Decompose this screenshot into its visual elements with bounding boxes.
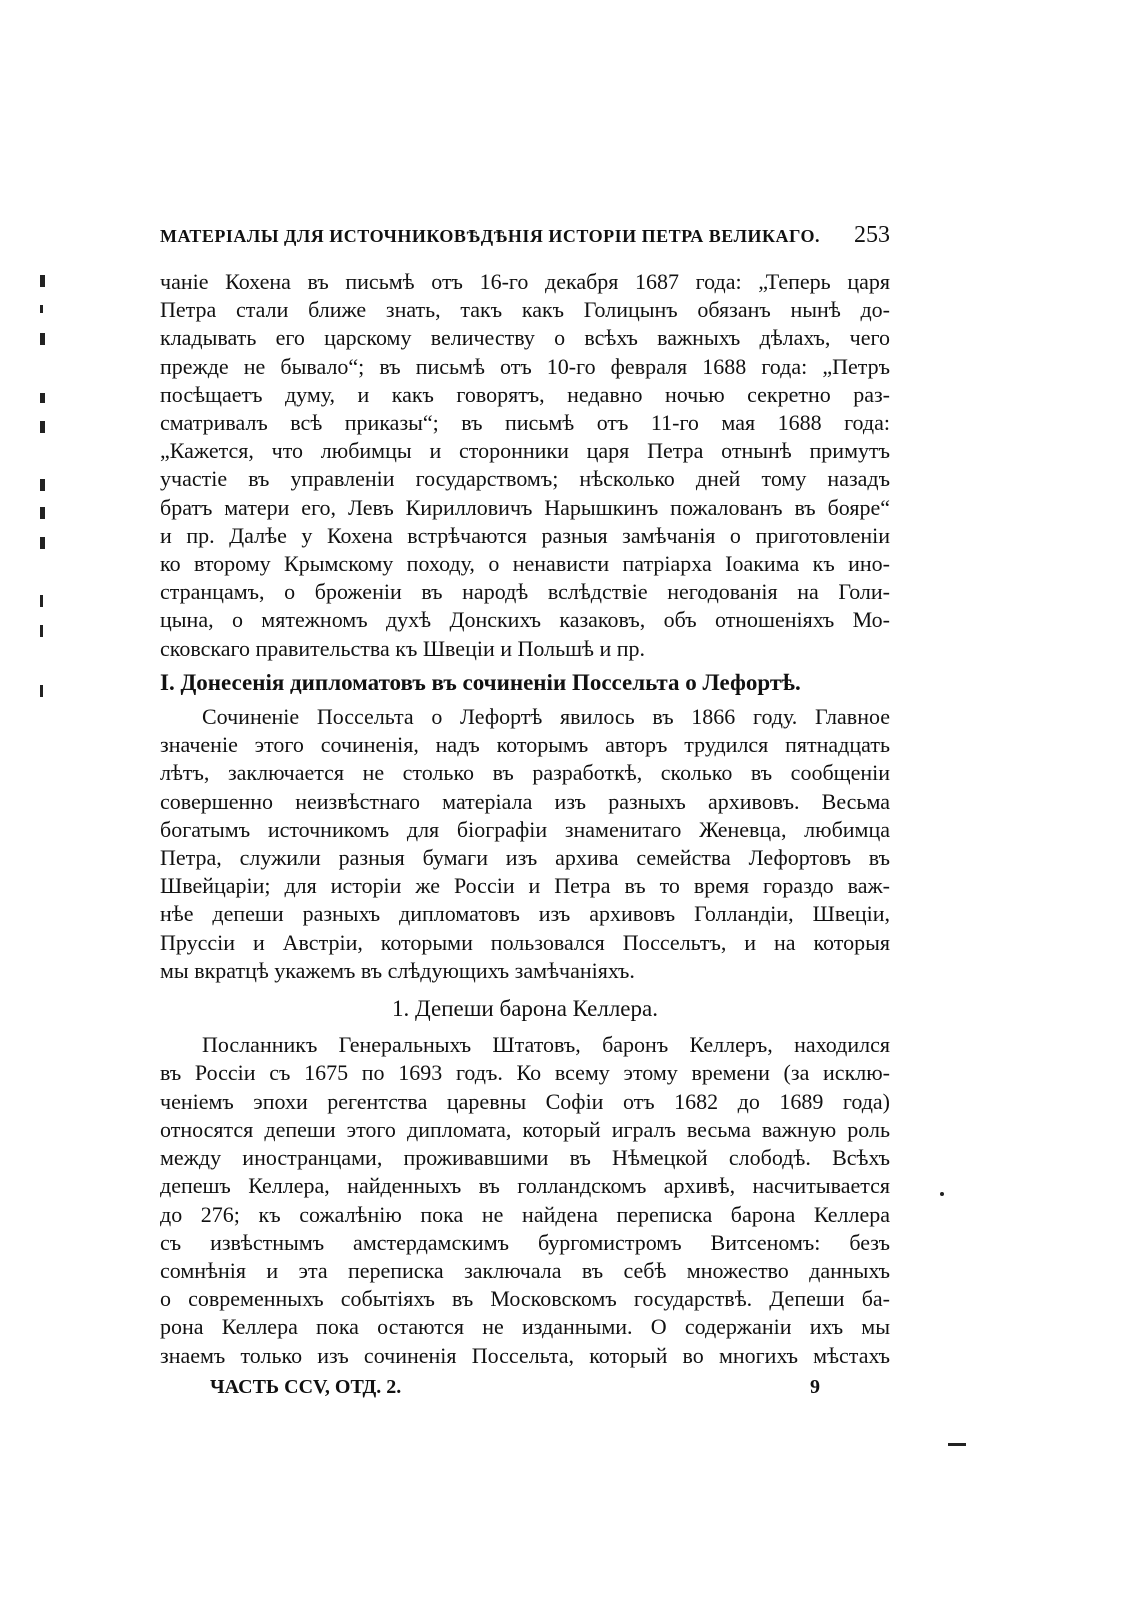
paragraph: [160, 703, 890, 985]
running-header: [160, 222, 890, 249]
text-line: посѣщаетъ думу, и какъ говорятъ, недавно ночью секретно раз-: [160, 381, 890, 407]
text-line: мы вкратцѣ укажемъ въ слѣдующихъ замѣчаніяхъ.: [160, 957, 635, 983]
text-line: и пр. Далѣе у Кохена встрѣчаются разныя замѣчанія о приготовленіи: [160, 522, 890, 548]
margin-scan-marks: [40, 275, 70, 715]
text-line: Посланникъ Генеральныхъ Штатовъ, баронъ Келлеръ, находился: [202, 1032, 890, 1058]
text-line: Петра, служили разныя бумаги изъ архива семейства Лефортовъ въ: [160, 845, 890, 871]
text-line: относятся депеши этого дипломата, который игралъ весьма важную роль: [160, 1116, 890, 1142]
scan-artifact-dash: [948, 1443, 966, 1446]
text-line: значеніе этого сочиненія, надъ которымъ авторъ трудился пятнадцать: [160, 732, 890, 758]
text-line: участіе въ управленіи государствомъ; нѣсколько дней тому назадъ: [160, 466, 890, 492]
text-line: депешъ Келлера, найденныхъ въ голландскомъ архивѣ, насчитывается: [160, 1173, 890, 1199]
text-line: ко второму Крымскому походу, о ненависти патріарха Іоакима къ ино-: [160, 551, 890, 577]
text-line: чаніе Кохена въ письмѣ отъ 16-го декабря 1687 года: „Теперь царя: [160, 269, 890, 294]
text-line: странцамъ, о броженіи въ народѣ вслѣдствіе негодованія на Голи-: [160, 579, 890, 605]
text-line: сковскаго правительства къ Швеціи и Польшѣ и пр.: [160, 635, 646, 661]
text-line: ченіемъ эпохи регентства царевны Софіи отъ 1682 до 1689 года): [160, 1088, 890, 1114]
text-line: о современныхъ событіяхъ въ Московскомъ государствѣ. Депеши ба-: [160, 1286, 890, 1312]
text-line: богатымъ источникомъ для біографіи знаменитаго Женевца, любимца: [160, 816, 890, 842]
subsection-heading: 1. Депеши барона Келлера.: [392, 996, 658, 1022]
text-line: Пруссіи и Австріи, которыми пользовался Поссельтъ, и на которыя: [160, 929, 890, 955]
text-line: Сочиненіе Поссельта о Лефортѣ явилось въ 1866 году. Главное: [202, 704, 890, 730]
text-line: „Кажется, что любимцы и сторонники царя Петра отнынѣ примутъ: [160, 438, 890, 464]
page-body: [160, 268, 890, 1370]
sheet-number: 9: [810, 1376, 820, 1398]
page-number: 253: [854, 222, 890, 248]
text-line: до 276; къ сожалѣнію пока не найдена переписка барона Келлера: [160, 1201, 890, 1227]
text-line: между иностранцами, проживавшими въ Нѣмецкой слободѣ. Всѣхъ: [160, 1145, 890, 1171]
text-line: кладывать его царскому величеству о всѣхъ важныхъ дѣлахъ, чего: [160, 325, 890, 351]
running-title: МАТЕРІАЛЫ ДЛЯ ИСТОЧНИКОВѢДѢНІЯ ИСТОРІИ ПЕТРА ВЕЛИКАГО.: [160, 226, 821, 246]
section-heading: I. Донесенія дипломатовъ въ сочиненіи Поссельта о Лефортѣ.: [160, 669, 801, 695]
text-line: лѣтъ, заключается не столько въ разработкѣ, сколько въ сообщеніи: [160, 760, 890, 786]
text-line: рона Келлера пока остаются не изданными. О содержаніи ихъ мы: [160, 1314, 890, 1340]
signature-mark: ЧАСТЬ CCV, ОТД. 2.: [210, 1376, 402, 1398]
text-line: Швейцаріи; для исторіи же Россіи и Петра въ то время гораздо важ-: [160, 873, 890, 899]
scan-artifact-dot: [940, 1192, 944, 1196]
paragraph: [160, 1031, 890, 1369]
text-line: прежде не бывало“; въ письмѣ отъ 10-го февраля 1688 года: „Петръ: [160, 353, 890, 379]
text-line: Петра стали ближе знать, такъ какъ Голицынъ обязанъ нынѣ до-: [160, 297, 890, 323]
text-line: сматривалъ всѣ приказы“; въ письмѣ отъ 11-го мая 1688 года:: [160, 410, 890, 436]
page-footer: [210, 1376, 820, 1399]
paragraph-continued: [160, 268, 890, 663]
text-line: братъ матери его, Левъ Кирилловичъ Нарышкинъ пожалованъ въ бояре“: [160, 494, 890, 520]
text-line: цына, о мятежномъ духѣ Донскихъ казаковъ, объ отношеніяхъ Мо-: [160, 607, 890, 633]
text-line: совершенно неизвѣстнаго матеріала изъ разныхъ архивовъ. Весьма: [160, 788, 890, 814]
text-line: сомнѣнія и эта переписка заключала въ себѣ множество данныхъ: [160, 1257, 890, 1283]
text-line: знаемъ только изъ сочиненія Поссельта, который во многихъ мѣстахъ: [160, 1342, 890, 1368]
text-line: нѣе депеши разныхъ дипломатовъ изъ архивовъ Голландіи, Швеціи,: [160, 901, 890, 927]
text-line: въ Россіи съ 1675 по 1693 годъ. Ко всему этому времени (за исклю-: [160, 1060, 890, 1086]
text-line: съ извѣстнымъ амстердамскимъ бургомистромъ Витсеномъ: безъ: [160, 1229, 890, 1255]
